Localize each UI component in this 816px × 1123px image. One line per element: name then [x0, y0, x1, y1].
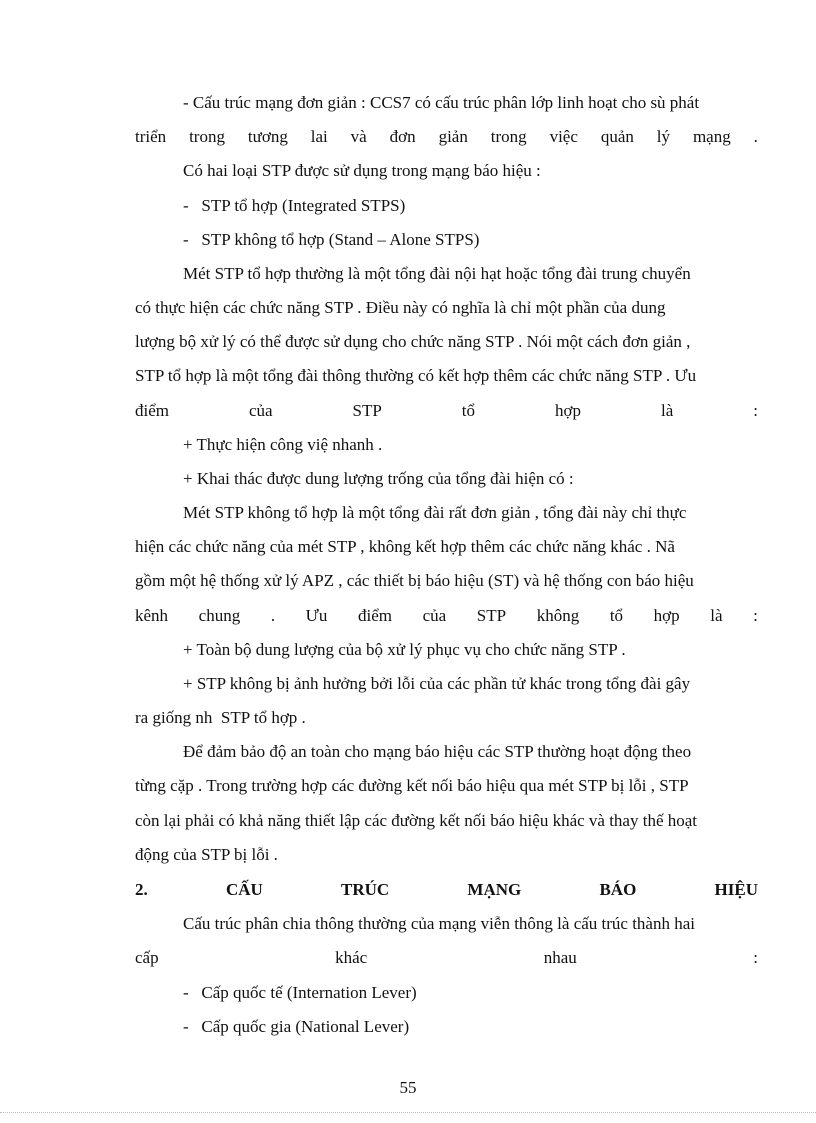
word: lý — [656, 127, 671, 146]
text-line-justified — [135, 127, 758, 147]
text-line: Mét STP tổ hợp thường là một tổng đài nội hạt hoặc tổng đài trung chuyển — [183, 264, 691, 283]
text-line-justified — [135, 948, 758, 968]
bullet-item: - Cấp quốc gia (National Lever) — [183, 1017, 410, 1036]
list-item: + STP không bị ảnh hưởng bởi lỗi của các phần tử khác trong tổng đài gây — [183, 674, 691, 693]
word: trong — [490, 127, 527, 146]
text-line: ra giống nh STP tổ hợp . — [135, 708, 306, 727]
text-line: - Cấu trúc mạng đơn giản : CCS7 có cấu trúc phân lớp linh hoạt cho sù phát — [183, 93, 700, 112]
word: STP — [476, 606, 507, 625]
heading-word: TRÚC — [341, 880, 390, 899]
word: khác — [335, 948, 368, 967]
word: là — [660, 401, 674, 420]
word: của — [248, 401, 273, 420]
word: của — [422, 606, 447, 625]
page-border — [0, 1112, 816, 1113]
section-heading — [135, 880, 758, 900]
text-line: Cấu trúc phân chia thông thường của mạng viễn thông là cấu trúc thành hai — [183, 914, 696, 933]
word: hợp — [555, 401, 581, 420]
word: quản — [600, 127, 634, 146]
text-line: Mét STP không tổ hợp là một tổng đài rất đơn giản , tổng đài này chỉ thực — [183, 503, 687, 522]
text-line: động của STP bị lỗi . — [135, 845, 278, 864]
word: STP — [352, 401, 382, 420]
text-line: STP tổ hợp là một tổng đài thông thường có kết hợp thêm các chức năng STP . Ưu — [135, 366, 697, 385]
word: tương — [247, 127, 288, 146]
word: hợp — [653, 606, 680, 625]
word: : — [753, 606, 758, 625]
bullet-item: - Cấp quốc tế (Internation Lever) — [183, 983, 417, 1002]
word: : — [753, 401, 758, 420]
text-line-justified — [135, 606, 758, 626]
word: đơn — [389, 127, 416, 146]
heading-word: HIỆU — [714, 880, 758, 899]
word: . — [270, 606, 276, 625]
text-line: Có hai loại STP được sử dụng trong mạng báo hiệu : — [183, 161, 541, 180]
text-line: Để đảm bảo độ an toàn cho mạng báo hiệu các STP thường hoạt động theo — [183, 742, 692, 761]
word: tổ — [609, 606, 624, 625]
text-line: có thực hiện các chức năng STP . Điều này có nghĩa là chỉ một phần của dung — [135, 298, 666, 317]
word: kênh — [135, 606, 169, 625]
page-number: 55 — [399, 1078, 417, 1097]
word: lai — [310, 127, 328, 146]
text-line: hiện các chức năng của mét STP , không kết hợp thêm các chức năng khác . Nã — [135, 537, 675, 556]
text-line-justified — [135, 401, 758, 421]
word: điểm — [357, 606, 392, 625]
list-item: + Thực hiện công việ nhanh . — [183, 435, 383, 454]
bullet-item: - STP tổ hợp (Integrated STPS) — [183, 196, 406, 215]
word: . — [753, 127, 758, 146]
word: là — [710, 606, 723, 625]
list-item: + Khai thác được dung lượng trống của tổng đài hiện có : — [183, 469, 574, 488]
heading-word: BÁO — [599, 880, 637, 899]
list-item: + Toàn bộ dung lượng của bộ xử lý phục vụ cho chức năng STP . — [183, 640, 626, 659]
word: chung — [198, 606, 241, 625]
word: triển — [135, 127, 167, 146]
word: nhau — [543, 948, 577, 967]
word: không — [536, 606, 580, 625]
word: : — [753, 948, 758, 967]
text-line: gồm một hệ thống xử lý APZ , các thiết bị báo hiệu (ST) và hệ thống con báo hiệu — [135, 571, 694, 590]
text-line: còn lại phải có khả năng thiết lập các đường kết nối báo hiệu khác và thay thế hoạt — [135, 811, 698, 830]
bullet-item: - STP không tổ hợp (Stand – Alone STPS) — [183, 230, 480, 249]
word: Ưu — [305, 606, 328, 625]
text-line: lượng bộ xử lý có thể được sử dụng cho chức năng STP . Nói một cách đơn giản , — [135, 332, 691, 351]
text-line: từng cặp . Trong trường hợp các đường kết nối báo hiệu qua mét STP bị lỗi , STP — [135, 776, 689, 795]
heading-number: 2. — [135, 880, 148, 899]
word: điểm — [135, 401, 169, 420]
word: và — [350, 127, 367, 146]
word: việc — [549, 127, 578, 146]
word: giản — [438, 127, 468, 146]
word: cấp — [135, 948, 159, 967]
word: tổ — [461, 401, 476, 420]
heading-word: MẠNG — [467, 880, 522, 899]
heading-word: CẤU — [225, 880, 263, 899]
word: mạng — [692, 127, 731, 146]
word: trong — [189, 127, 225, 146]
